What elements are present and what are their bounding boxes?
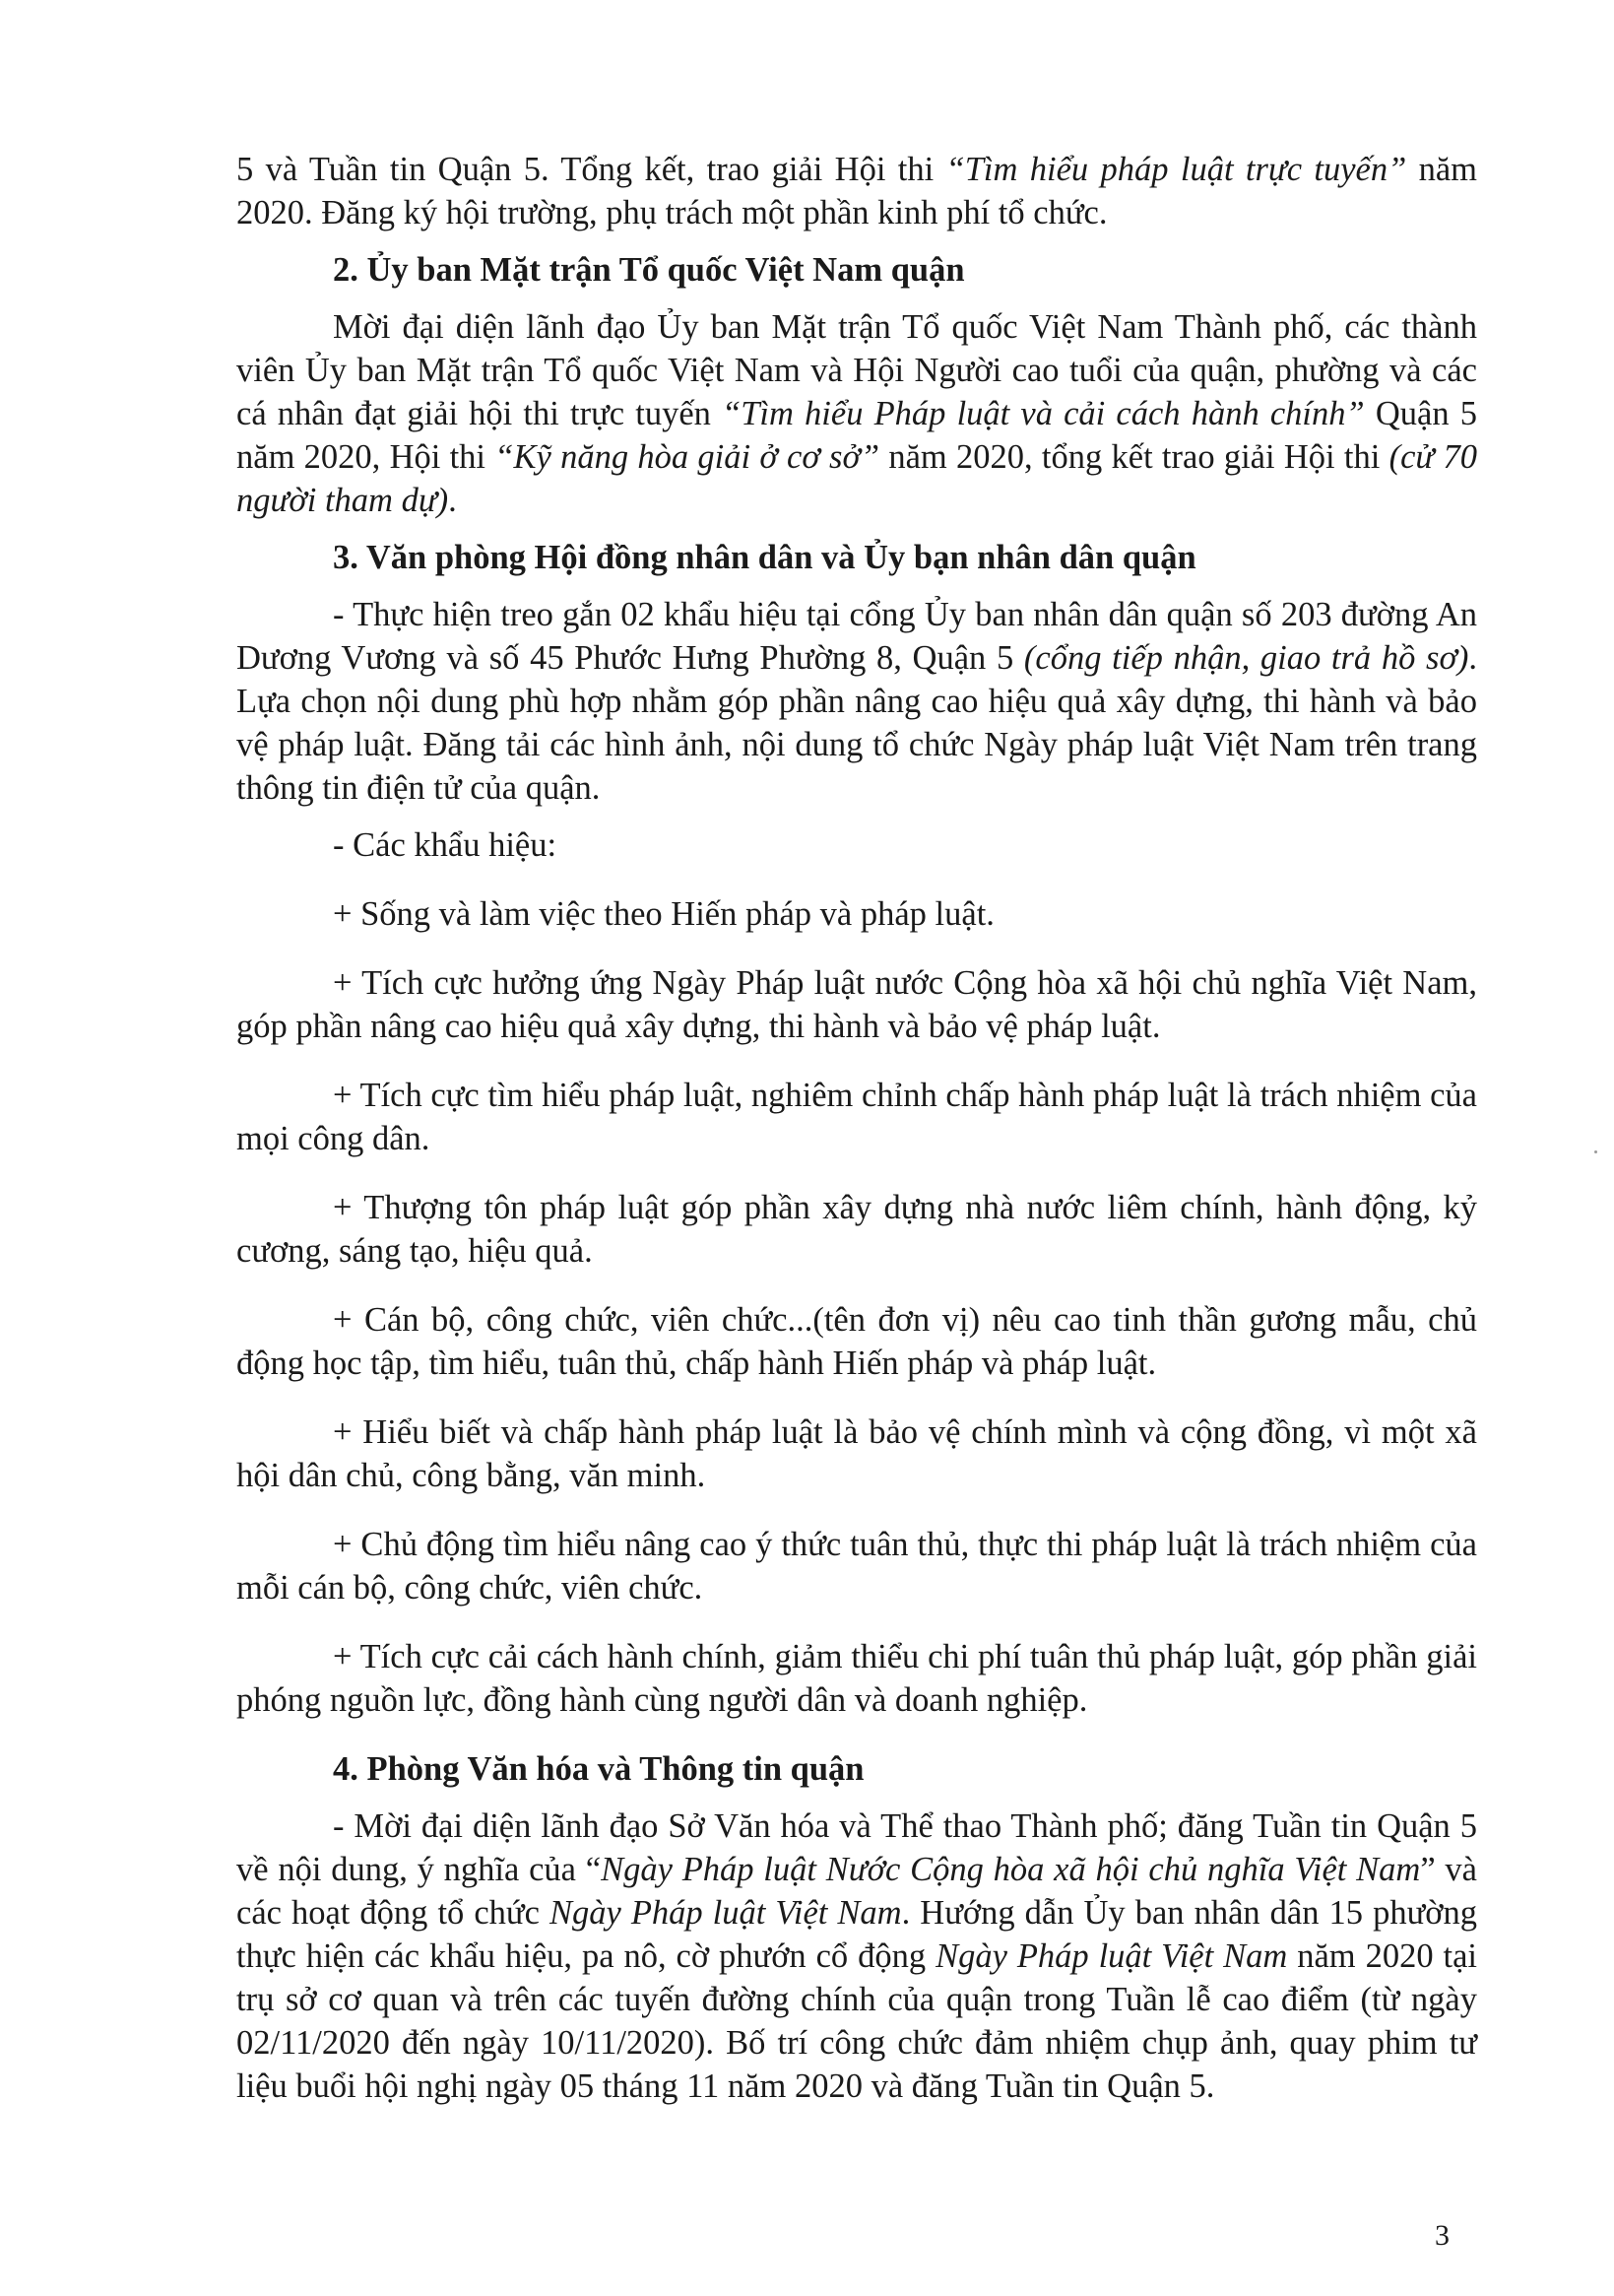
document-body xyxy=(236,148,1477,2108)
slogan-item: + Tích cực hưởng ứng Ngày Pháp luật nước Cộng hòa xã hội chủ nghĩa Việt Nam, góp phần nâng cao hiệu quả xây dựng, thi hành và bảo vệ pháp luật. xyxy=(236,964,1477,1045)
paragraph-continuation: 5 và Tuần tin Quận 5. Tổng kết, trao giải Hội thi “Tìm hiểu pháp luật trực tuyến” năm 2020. Đăng ký hội trường, phụ trách một phần kinh phí tổ chức. xyxy=(236,151,1478,231)
slogan-item: + Sống và làm việc theo Hiến pháp và pháp luật. xyxy=(333,895,995,933)
paragraph-section-3: - Thực hiện treo gắn 02 khẩu hiệu tại cổng Ủy ban nhân dân quận số 203 đường An Dương Vương và số 45 Phước Hưng Phường 8, Quận 5 (cổng tiếp nhận, giao trả hồ sơ). Lựa chọn nội dung phù hợp nhằm góp phần nâng cao hiệu quả xây dựng, thi hành và bảo vệ pháp luật. Đăng tải các hình ảnh, nội dung tổ chức Ngày pháp luật Việt Nam trên trang thông tin điện tử của quận. xyxy=(236,596,1477,807)
page-number: 3 xyxy=(1435,2219,1450,2252)
section-heading-3: 3. Văn phòng Hội đồng nhân dân và Ủy bạn nhân dân quận xyxy=(333,539,1196,576)
paragraph-section-2: Mời đại diện lãnh đạo Ủy ban Mặt trận Tổ quốc Việt Nam Thành phố, các thành viên Ủy ban Mặt trận Tổ quốc Việt Nam và Hội Người cao tuổi của quận, phường và các cá nhân đạt giải hội thi trực tuyến “Tìm hiểu Pháp luật và cải cách hành chính” Quận 5 năm 2020, Hội thi “Kỹ năng hòa giải ở cơ sở” năm 2020, tổng kết trao giải Hội thi (cử 70 người tham dự). xyxy=(236,308,1477,519)
slogan-item: + Tích cực tìm hiểu pháp luật, nghiêm chỉnh chấp hành pháp luật là trách nhiệm của mọi công dân. xyxy=(236,1077,1477,1157)
scan-speck xyxy=(1594,1150,1597,1153)
section-heading-4: 4. Phòng Văn hóa và Thông tin quận xyxy=(333,1750,865,1788)
slogan-item: + Cán bộ, công chức, viên chức...(tên đơn vị) nêu cao tinh thần gương mẫu, chủ động học tập, tìm hiểu, tuân thủ, chấp hành Hiến pháp và pháp luật. xyxy=(236,1301,1477,1382)
section-heading-2: 2. Ủy ban Mặt trận Tổ quốc Việt Nam quận xyxy=(333,251,965,289)
slogan-item: + Thượng tôn pháp luật góp phần xây dựng nhà nước liêm chính, hành động, kỷ cương, sáng tạo, hiệu quả. xyxy=(236,1189,1477,1270)
slogan-item: + Hiểu biết và chấp hành pháp luật là bảo vệ chính mình và cộng đồng, vì một xã hội dân chủ, công bằng, văn minh. xyxy=(236,1413,1477,1494)
slogans-intro: - Các khẩu hiệu: xyxy=(333,826,557,864)
slogan-item: + Chủ động tìm hiểu nâng cao ý thức tuân thủ, thực thi pháp luật là trách nhiệm của mỗi cán bộ, công chức, viên chức. xyxy=(236,1526,1477,1607)
slogan-item: + Tích cực cải cách hành chính, giảm thiểu chi phí tuân thủ pháp luật, góp phần giải phóng nguồn lực, đồng hành cùng người dân và doanh nghiệp. xyxy=(236,1638,1477,1719)
paragraph-section-4: - Mời đại diện lãnh đạo Sở Văn hóa và Thể thao Thành phố; đăng Tuần tin Quận 5 về nội dung, ý nghĩa của “Ngày Pháp luật Nước Cộng hòa xã hội chủ nghĩa Việt Nam” và các hoạt động tổ chức Ngày Pháp luật Việt Nam. Hướng dẫn Ủy ban nhân dân 15 phường thực hiện các khẩu hiệu, pa nô, cờ phướn cổ động Ngày Pháp luật Việt Nam năm 2020 tại trụ sở cơ quan và trên các tuyến đường chính của quận trong Tuần lễ cao điểm (từ ngày 02/11/2020 đến ngày 10/11/2020). Bố trí công chức đảm nhiệm chụp ảnh, quay phim tư liệu buổi hội nghị ngày 05 tháng 11 năm 2020 và đăng Tuần tin Quận 5. xyxy=(236,1807,1478,2105)
